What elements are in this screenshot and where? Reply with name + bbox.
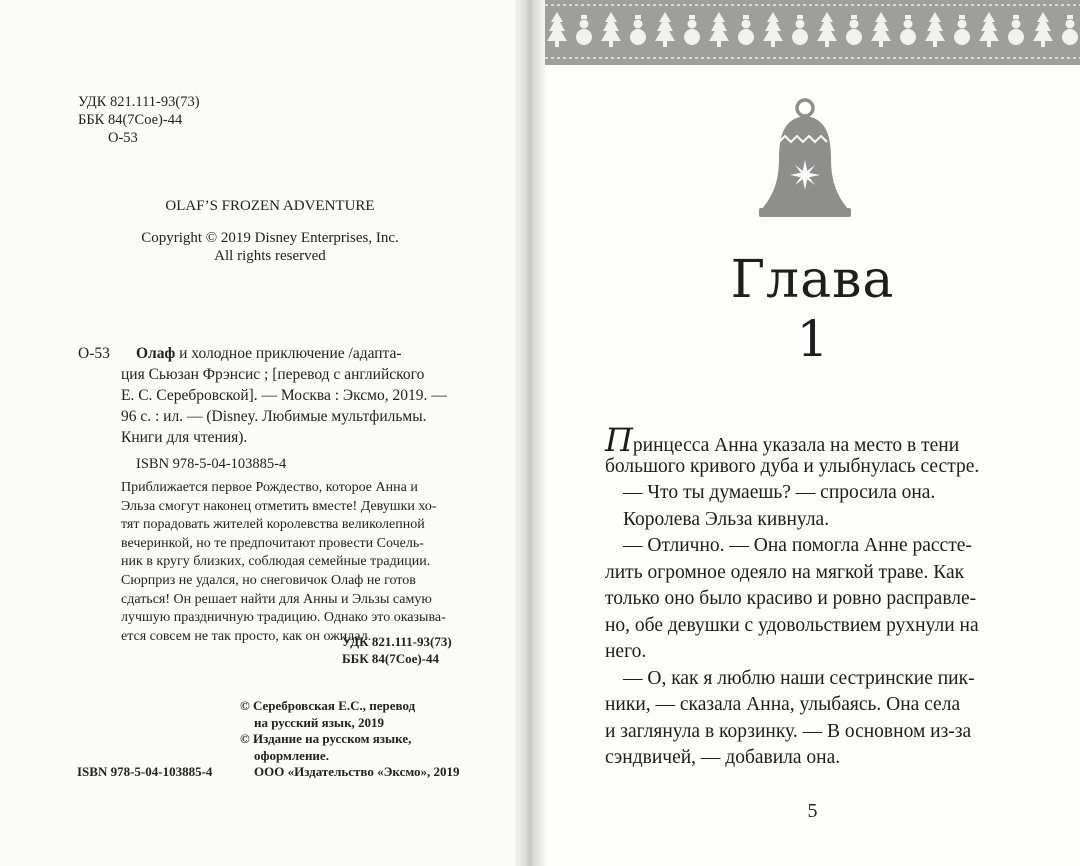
bbk-code-bold: ББК 84(7Сое)-44: [342, 651, 440, 666]
credit-line: оформление.: [254, 747, 329, 763]
udk-code: УДК 821.111-93(73): [78, 94, 200, 110]
snowman-icon: [1062, 15, 1078, 45]
paragraph-line: сэндвичей, — добавила она.: [605, 747, 841, 768]
udk-code-bold: УДК 821.111-93(73): [342, 634, 452, 649]
page-number: 5: [807, 800, 818, 822]
paragraph-line: — О, как я люблю наши сестринские пик-: [623, 667, 975, 689]
author-mark: О-53: [108, 130, 138, 146]
biblio-line: и холодное приключение /адапта-: [175, 345, 402, 362]
isbn-bold: ISBN 978-5-04-103885-4: [77, 764, 213, 779]
bell-icon: [755, 96, 855, 236]
snowman-icon: [846, 15, 862, 45]
biblio-line: Книги для чтения).: [121, 429, 248, 446]
tree-icon: [871, 12, 891, 47]
tree-icon: [547, 12, 567, 47]
isbn-line: ISBN 978-5-04-103885-4: [136, 456, 287, 472]
biblio-line: ция Сьюзан Фрэнсис ; [перевод с английского: [121, 366, 425, 383]
credit-line: © Издание на русском языке,: [240, 731, 412, 746]
paragraph-line: ники, — сказала Анна, улыбаясь. Она села: [605, 694, 961, 715]
chapter-number: 1: [796, 310, 829, 368]
biblio-mark: О-53: [78, 345, 110, 362]
tree-icon: [817, 12, 837, 47]
chapter-title: Глава: [730, 250, 895, 310]
paragraph-line: — Что ты думаешь? — спросила она.: [623, 482, 936, 503]
snowman-icon: [792, 15, 808, 45]
book-gutter: [515, 0, 545, 866]
paragraph-line: большого кривого дуба и улыбнулась сестре.: [605, 455, 980, 477]
snowman-icon: [576, 15, 592, 45]
snowman-icon: [684, 15, 700, 45]
paragraph-line: него.: [605, 641, 647, 662]
annotation-line: Сюрприз не удался, но снеговичок Олаф не готов: [121, 573, 416, 588]
annotation-line: тят порадовать жителей королевства великолепной: [121, 517, 425, 533]
credit-line: на русский язык, 2019: [254, 714, 385, 730]
annotation-line: лучшую праздничную традицию. Однако это оказыва-: [121, 610, 446, 626]
paragraph-line: но, обе девушки с удовольствием рухнули на: [605, 614, 979, 636]
tree-icon: [709, 12, 729, 47]
annotation-line: сдаться! Он решает найти для Анны и Эльзы самую: [121, 591, 432, 607]
snowman-icon: [1008, 15, 1024, 45]
annotation-line: вечеринкой, но те предпочитают провести Сочель-: [121, 535, 424, 551]
snowman-icon: [630, 15, 646, 45]
paragraph-line: Королева Эльза кивнула.: [623, 508, 830, 530]
credit-line: © Серебровская Е.С., перевод: [240, 698, 416, 713]
paragraph-line: лить огромное одеяло на мягкой траве. Как: [605, 561, 965, 583]
snowman-icon: [954, 15, 970, 45]
annotation-line: Приближается первое Рождество, которое Анна и: [121, 480, 418, 495]
biblio-entry-line-1: [136, 343, 402, 365]
paragraph-text: ринцесса Анна указала на место в тени: [632, 435, 960, 456]
paragraph-line: только оно было красиво и ровно расправле-: [605, 588, 977, 609]
paragraph-line: — Отлично. — Она помогла Анне рассте-: [623, 535, 972, 556]
bbk-code: ББК 84(7Сое)-44: [78, 112, 183, 128]
annotation-line: Эльза смогут наконец отметить вместе! Девушки хо-: [121, 498, 437, 514]
rights-line: All rights reserved: [214, 248, 326, 264]
banner-pattern: [545, 0, 1080, 65]
ornament-banner: [545, 0, 1080, 65]
tree-icon: [1033, 12, 1053, 47]
tree-icon: [601, 12, 621, 47]
tree-icon: [763, 12, 783, 47]
biblio-line: 96 с. : ил. — (Disney. Любимые мультфильмы.: [121, 408, 427, 425]
biblio-line: Е. С. Серебровской]. — Москва : Эксмо, 2019. —: [121, 387, 447, 404]
copyright-page: [0, 0, 515, 866]
credit-line: ООО «Издательство «Эксмо», 2019: [254, 764, 460, 779]
copyright-line: Copyright © 2019 Disney Enterprises, Inc.: [141, 230, 399, 246]
dropcap: П: [605, 421, 633, 459]
original-title: OLAF’S FROZEN ADVENTURE: [165, 198, 375, 214]
annotation-line: ется совсем не так просто, как он ожидал.: [121, 628, 372, 644]
tree-icon: [925, 12, 945, 47]
tree-icon: [979, 12, 999, 47]
tree-icon: [655, 12, 675, 47]
biblio-title: Олаф: [136, 345, 176, 362]
snowman-icon: [738, 15, 754, 45]
paragraph-line: и заглянула в корзинку. — В основном из-за: [605, 720, 972, 742]
chapter-page: [545, 0, 1080, 866]
annotation-line: ник в кругу близких, соблюдая семейные традиции.: [121, 554, 431, 570]
snowman-icon: [900, 15, 916, 45]
